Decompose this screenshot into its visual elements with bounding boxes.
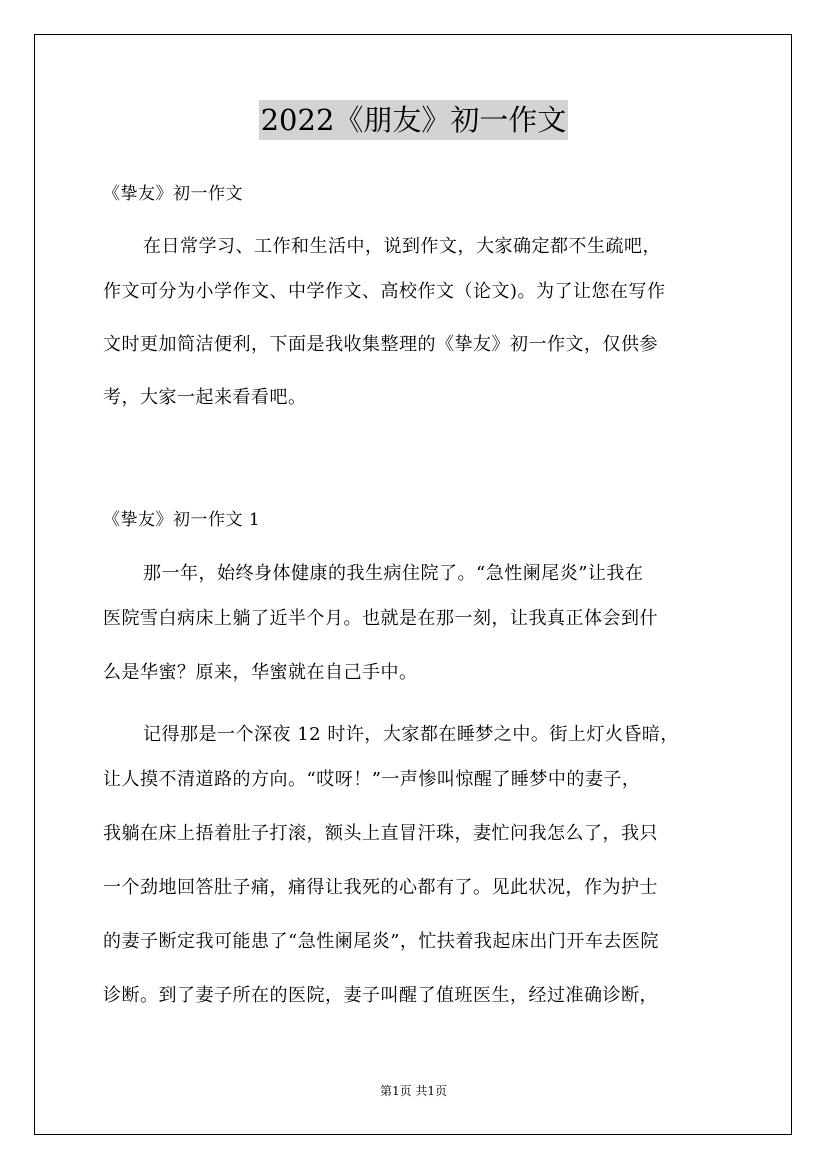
p2-line-2: 让人摸不清道路的方向。“哎呀！”一声惨叫惊醒了睡梦中的妻子， [103,769,641,790]
intro-line-2: 作文可分为小学作文、中学作文、高校作文（论文)。为了让您在写作 [103,281,666,302]
intro-line-3: 文时更加简洁便利，下面是我收集整理的《挚友》初一作文，仅供参 [103,334,658,355]
p1-line-2: 医院雪白病床上躺了近半个月。也就是在那一刻，让我真正体会到什 [103,608,658,629]
section-heading-essay-1: 《挚友》初一作文 1 [103,510,261,530]
paragraph-2 [103,717,743,1023]
p2-line-5: 的妻子断定我可能患了“急性阑尾炎”，忙扶着我起床出门开车去医院 [103,931,659,952]
p1-line-1: 那一年，始终身体健康的我生病住院了。“急性阑尾炎”让我在 [143,563,644,584]
intro-line-1: 在日常学习、工作和生活中，说到作文，大家确定都不生疏吧， [143,236,661,257]
intro-line-4: 考，大家一起来看看吧。 [103,387,307,408]
p2-line-3: 我躺在床上捂着肚子打滚，额头上直冒汗珠，妻忙问我怎么了，我只 [103,823,658,844]
document-title: 2022《朋友》初一作文 [259,100,569,140]
title-container [0,100,827,140]
p2-line-1: 记得那是一个深夜 12 时许，大家都在睡梦之中。街上灯火昏暗， [143,724,679,745]
page-footer: 第1页 共1页 [379,1084,448,1098]
intro-paragraph [103,229,743,424]
p2-line-6: 诊断。到了妻子所在的医院，妻子叫醒了值班医生，经过准确诊断， [103,985,658,1006]
p1-line-3: 么是华蜜？原来，华蜜就在自己手中。 [103,662,418,683]
paragraph-1 [103,556,743,700]
section-heading-intro: 《挚友》初一作文 [103,184,243,204]
p2-line-4: 一个劲地回答肚子痛，痛得让我死的心都有了。见此状况，作为护士 [103,877,658,898]
